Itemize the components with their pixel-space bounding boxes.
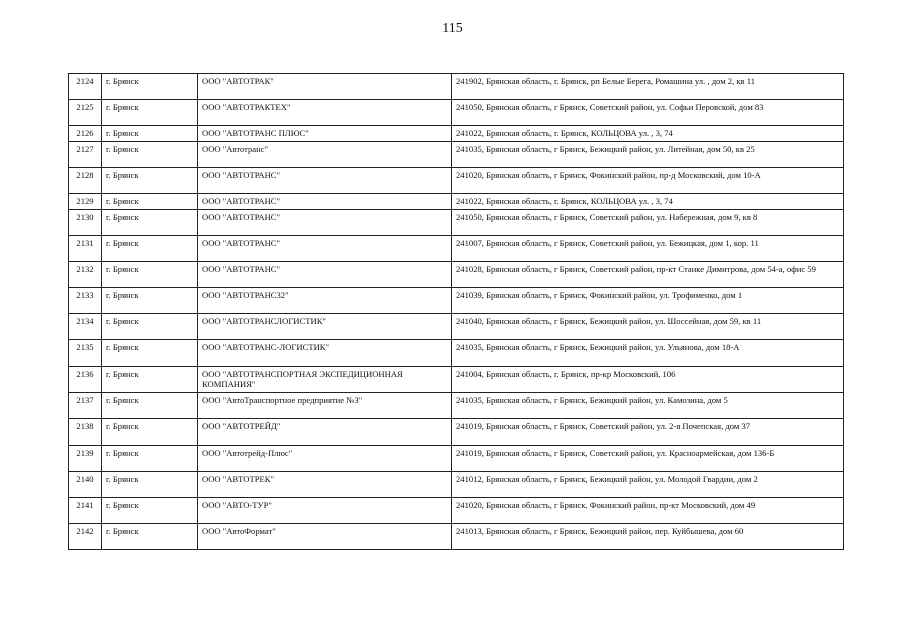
address-cell: 241019, Брянская область, г Брянск, Советский район, ул. 2-я Почепская, дом 37 (452, 419, 844, 446)
table-row (69, 393, 844, 419)
table-row (69, 340, 844, 367)
table-row (69, 74, 844, 100)
organization-cell: ООО "АВТОТРАНС32" (198, 288, 452, 314)
row-number-cell: 2129 (69, 194, 102, 210)
row-number-cell: 2134 (69, 314, 102, 340)
city-cell: г. Брянск (102, 262, 198, 288)
organization-cell: ООО "АВТОТРАНС-ЛОГИСТИК" (198, 340, 452, 367)
row-number-cell: 2137 (69, 393, 102, 419)
row-number-cell: 2125 (69, 100, 102, 126)
table-row (69, 524, 844, 550)
city-cell: г. Брянск (102, 393, 198, 419)
page-number: 115 (442, 21, 463, 36)
organization-cell: ООО "АВТОТРЕК" (198, 472, 452, 498)
table-row (69, 126, 844, 142)
row-number-cell: 2130 (69, 210, 102, 236)
city-cell: г. Брянск (102, 142, 198, 168)
address-cell: 241022, Брянская область, г. Брянск, КОЛЬЦОВА ул. , 3, 74 (452, 126, 844, 142)
organization-cell: ООО "АВТОТРАНСПОРТНАЯ ЭКСПЕДИЦИОННАЯ КОМПАНИЯ" (198, 367, 452, 393)
address-cell: 241013, Брянская область, г Брянск, Бежицкий район, пер. Куйбышева, дом 60 (452, 524, 844, 550)
table-row (69, 210, 844, 236)
address-cell: 241012, Брянская область, г Брянск, Бежицкий район, ул. Молодой Гвардии, дом 2 (452, 472, 844, 498)
city-cell: г. Брянск (102, 524, 198, 550)
city-cell: г. Брянск (102, 168, 198, 194)
row-number-cell: 2132 (69, 262, 102, 288)
address-cell: 241020, Брянская область, г Брянск, Фокинский район, пр-д Московский, дом 10-А (452, 168, 844, 194)
address-cell: 241035, Брянская область, г Брянск, Бежицкий район, ул. Ульянова, дом 18-А (452, 340, 844, 367)
registry-rows (69, 74, 844, 550)
address-cell: 241020, Брянская область, г Брянск, Фокинский район, пр-кт Московский, дом 49 (452, 498, 844, 524)
city-cell: г. Брянск (102, 472, 198, 498)
row-number-cell: 2142 (69, 524, 102, 550)
city-cell: г. Брянск (102, 236, 198, 262)
row-number-cell: 2139 (69, 446, 102, 472)
row-number-cell: 2138 (69, 419, 102, 446)
address-cell: 241019, Брянская область, г Брянск, Советский район, ул. Красноармейская, дом 136-Б (452, 446, 844, 472)
table-row (69, 419, 844, 446)
address-cell: 241039, Брянская область, г Брянск, Фокинский район, ул. Трофименко, дом 1 (452, 288, 844, 314)
organization-cell: ООО "АВТОТРАНС" (198, 236, 452, 262)
city-cell: г. Брянск (102, 210, 198, 236)
table-row (69, 142, 844, 168)
city-cell: г. Брянск (102, 419, 198, 446)
address-cell: 241050, Брянская область, г Брянск, Советский район, ул. Софьи Перовской, дом 83 (452, 100, 844, 126)
city-cell: г. Брянск (102, 446, 198, 472)
table-row (69, 446, 844, 472)
city-cell: г. Брянск (102, 314, 198, 340)
organization-cell: ООО "АвтоФормат" (198, 524, 452, 550)
address-cell: 241004, Брянская область, г. Брянск, пр-кр Московский, 106 (452, 367, 844, 393)
table-row (69, 236, 844, 262)
city-cell: г. Брянск (102, 194, 198, 210)
table-row (69, 100, 844, 126)
city-cell: г. Брянск (102, 340, 198, 367)
address-cell: 241028, Брянская область, г Брянск, Советский район, пр-кт Станке Димитрова, дом 54-а, офис 59 (452, 262, 844, 288)
table-row (69, 314, 844, 340)
row-number-cell: 2128 (69, 168, 102, 194)
row-number-cell: 2141 (69, 498, 102, 524)
table-row (69, 498, 844, 524)
organization-cell: ООО "АВТО-ТУР" (198, 498, 452, 524)
city-cell: г. Брянск (102, 100, 198, 126)
row-number-cell: 2136 (69, 367, 102, 393)
address-cell: 241035, Брянская область, г Брянск, Бежицкий район, ул. Камозина, дом 5 (452, 393, 844, 419)
address-cell: 241040, Брянская область, г Брянск, Бежицкий район, ул. Шоссейная, дом 59, кв 11 (452, 314, 844, 340)
organization-cell: ООО "АВТОТРАНС" (198, 262, 452, 288)
address-cell: 241022, Брянская область, г. Брянск, КОЛЬЦОВА ул. , 3, 74 (452, 194, 844, 210)
registry-table (68, 73, 844, 550)
organization-cell: ООО "АВТОТРАНСЛОГИСТИК" (198, 314, 452, 340)
row-number-cell: 2135 (69, 340, 102, 367)
city-cell: г. Брянск (102, 126, 198, 142)
city-cell: г. Брянск (102, 74, 198, 100)
city-cell: г. Брянск (102, 498, 198, 524)
address-cell: 241902, Брянская область, г. Брянск, рп Белые Берега, Ромашина ул. , дом 2, кв 11 (452, 74, 844, 100)
city-cell: г. Брянск (102, 367, 198, 393)
organization-cell: ООО "АвтоТранспортное предприятие №3" (198, 393, 452, 419)
city-cell: г. Брянск (102, 288, 198, 314)
address-cell: 241050, Брянская область, г Брянск, Советский район, ул. Набережная, дом 9, кв 8 (452, 210, 844, 236)
row-number-cell: 2124 (69, 74, 102, 100)
row-number-cell: 2133 (69, 288, 102, 314)
table-row (69, 367, 844, 393)
organization-cell: ООО "АВТОТРАНС" (198, 194, 452, 210)
organization-cell: ООО "Автотранс" (198, 142, 452, 168)
organization-cell: ООО "Автотрейд-Плюс" (198, 446, 452, 472)
organization-cell: ООО "АВТОТРАНС ПЛЮС" (198, 126, 452, 142)
table-row (69, 262, 844, 288)
organization-cell: ООО "АВТОТРАНС" (198, 168, 452, 194)
address-cell: 241035, Брянская область, г Брянск, Бежицкий район, ул. Литейная, дом 50, кв 25 (452, 142, 844, 168)
table-row (69, 472, 844, 498)
organization-cell: ООО "АВТОТРАК" (198, 74, 452, 100)
organization-cell: ООО "АВТОТРАНС" (198, 210, 452, 236)
table-row (69, 288, 844, 314)
table-row (69, 168, 844, 194)
organization-cell: ООО "АВТОТРАКТЕХ" (198, 100, 452, 126)
address-cell: 241007, Брянская область, г Брянск, Советский район, ул. Бежицкая, дом 1, кор. 11 (452, 236, 844, 262)
row-number-cell: 2131 (69, 236, 102, 262)
table-row (69, 194, 844, 210)
organization-cell: ООО "АВТОТРЕЙД" (198, 419, 452, 446)
row-number-cell: 2127 (69, 142, 102, 168)
row-number-cell: 2140 (69, 472, 102, 498)
row-number-cell: 2126 (69, 126, 102, 142)
